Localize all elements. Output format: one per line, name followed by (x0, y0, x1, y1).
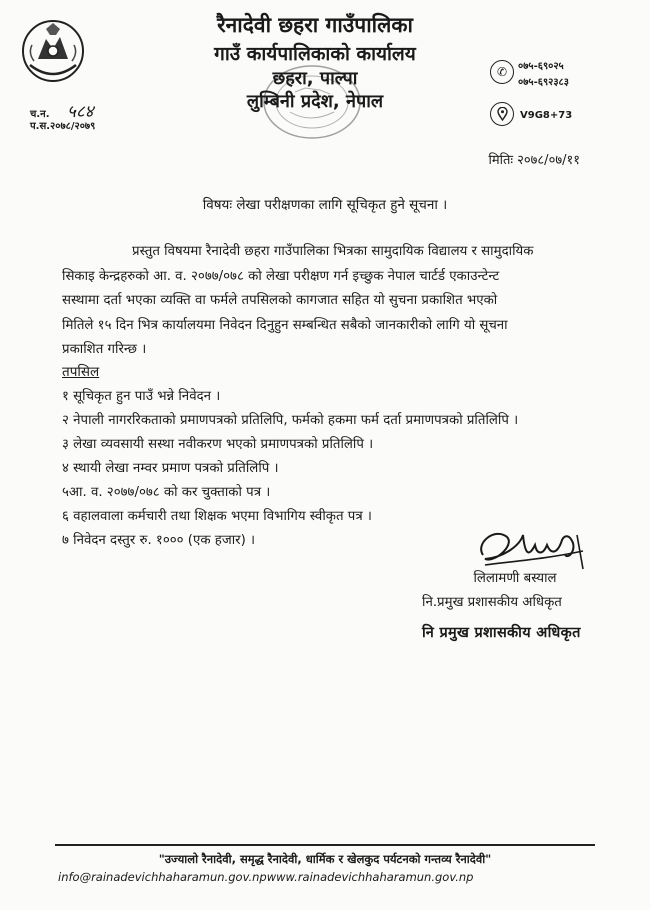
nepal-emblem-logo (18, 15, 88, 85)
details-heading: तपसिल (62, 364, 100, 380)
letter-subject: विषयः लेखा परीक्षणका लागि सूचिकृत हुने सूचना । (202, 197, 448, 213)
municipality-name: रैनादेवी छहरा गाउँपालिका (217, 13, 413, 37)
signatory-stamp-title: नि प्रमुख प्रशासकीय अधिकृत (422, 625, 581, 641)
phone-icon: ✆ (490, 60, 514, 84)
signatory-name: लिलामणी बस्याल (473, 571, 557, 586)
details-item: ३ लेखा व्यवसायी सस्था नवीकरण भएको प्रमाणपत्रको प्रतिलिपि । (62, 437, 374, 452)
fiscal-year: प.स.२०७८/२०७९ (30, 121, 96, 132)
details-item: ६ वहालवाला कर्मचारी तथा शिक्षक भएमा विभागिय स्वीकृत पत्र । (62, 509, 372, 524)
reference-number-value: ५८४ (66, 102, 94, 122)
notice-body (62, 240, 587, 363)
reference-number-label: च.न. (30, 109, 50, 120)
office-name: गाउँ कार्यपालिकाको कार्यालय (214, 43, 416, 65)
details-item: ४ स्थायी लेखा नम्वर प्रमाण पत्रको प्रतिलिपि । (62, 461, 279, 476)
notice-body-line: प्रकाशित गरिन्छ । (62, 342, 147, 358)
location-pin-icon (490, 102, 514, 126)
footer-divider (55, 844, 595, 846)
details-item: १ सूचिकृत हुन पाउँ भन्ने निवेदन । (62, 389, 221, 404)
letter-date: मितिः २०७८/०७/११ (488, 153, 580, 168)
plus-code: V9G8+73 (520, 110, 573, 121)
notice-body-line: सिकाइ केन्द्रहरुको आ. व. २०७७/०७८ को लेखा परीक्षण गर्न इच्छुक नेपाल चार्टर्ड एकाउन्टेन्ट (62, 268, 500, 284)
signatory-title: नि.प्रमुख प्रशासकीय अधिकृत (422, 595, 562, 610)
office-place: छहरा, पाल्पा (272, 68, 358, 89)
notice-body-line: सस्थामा दर्ता भएका व्यक्ति वा फर्मले तपसिलको कागजात सहित यो सुचना प्रकाशित भएको (62, 293, 498, 309)
notice-body-line: मितिले १५ दिन भित्र कार्यालयमा निवेदन दिनुहुन सम्बन्धित सबैको जानकारीको लागि यो सूचना (62, 317, 508, 333)
details-item: ७ निवेदन दस्तुर रु. १००० (एक हजार) । (62, 533, 256, 548)
details-item: २ नेपाली नागररिकताको प्रमाणपत्रको प्रतिलिपि, फर्मको हकमा फर्म दर्ता प्रमाणपत्रको प्रतिलिपि । (62, 413, 519, 428)
office-province: लुम्बिनी प्रदेश, नेपाल (246, 91, 384, 112)
notice-body-line: प्रस्तुत विषयमा रैनादेवी छहरा गाउँपालिका भित्रका सामुदायिक विद्यालय र सामुदायिक (132, 244, 534, 259)
phone-number-2: ०७५-६९२३८३ (518, 77, 569, 88)
details-item: ५आ. व. २०७७/०७८ को कर चुक्ताको पत्र । (62, 485, 271, 500)
footer-contact-links: info@rainadevichhaharamun.gov.npwww.rainadevichhaharamun.gov.np (58, 870, 474, 884)
footer-slogan: "उज्यालो रैनादेवी, समृद्ध रैनादेवी, धार्मिक र खेलकुद पर्यटनको गन्तव्य रैनादेवी" (158, 852, 492, 866)
phone-number-1: ०७५-६९०२५ (518, 61, 564, 72)
